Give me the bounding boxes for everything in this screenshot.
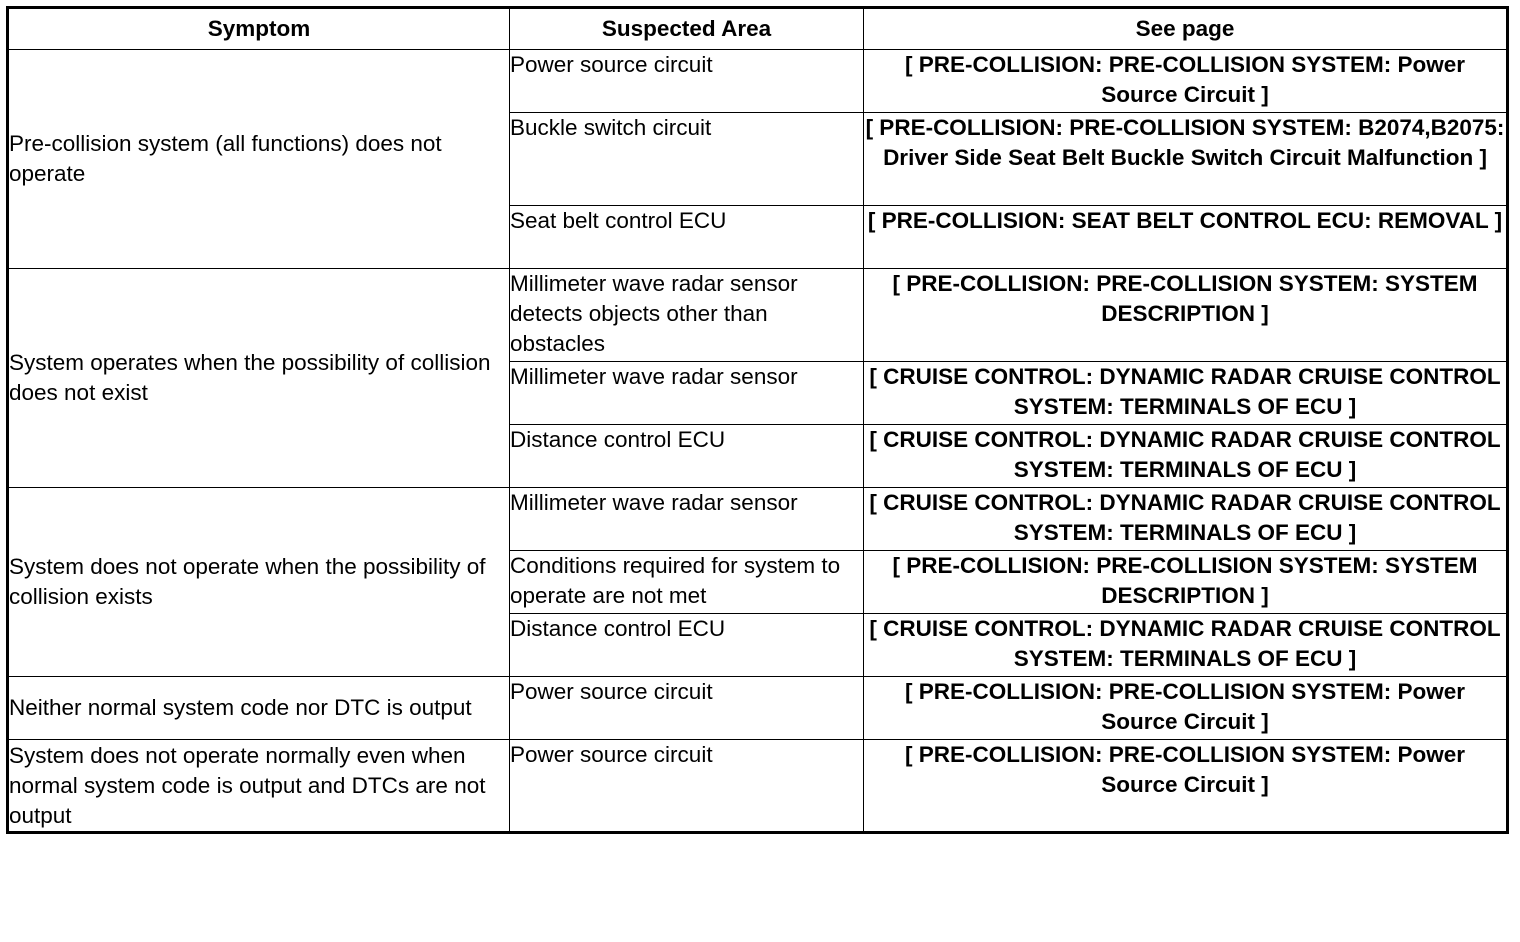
suspected-area-cell: Power source circuit xyxy=(510,740,864,833)
table-row xyxy=(8,269,1508,362)
see-page-cell: [ CRUISE CONTROL: DYNAMIC RADAR CRUISE CONTROL SYSTEM: TERMINALS OF ECU ] xyxy=(864,488,1508,551)
symptom-cell: Pre-collision system (all functions) does not operate xyxy=(8,50,510,269)
suspected-area-cell: Power source circuit xyxy=(510,677,864,740)
suspected-area-cell: Seat belt control ECU xyxy=(510,206,864,269)
header-see-page: See page xyxy=(864,8,1508,50)
suspected-area-cell: Power source circuit xyxy=(510,50,864,113)
suspected-area-cell: Distance control ECU xyxy=(510,425,864,488)
see-page-cell: [ PRE-COLLISION: SEAT BELT CONTROL ECU: REMOVAL ] xyxy=(864,206,1508,269)
see-page-cell: [ PRE-COLLISION: PRE-COLLISION SYSTEM: Power Source Circuit ] xyxy=(864,740,1508,833)
symptom-cell: Neither normal system code nor DTC is output xyxy=(8,677,510,740)
suspected-area-cell: Millimeter wave radar sensor xyxy=(510,488,864,551)
symptom-cell: System does not operate normally even when normal system code is output and DTCs are not output xyxy=(8,740,510,833)
suspected-area-cell: Millimeter wave radar sensor detects objects other than obstacles xyxy=(510,269,864,362)
see-page-cell: [ CRUISE CONTROL: DYNAMIC RADAR CRUISE CONTROL SYSTEM: TERMINALS OF ECU ] xyxy=(864,425,1508,488)
header-symptom: Symptom xyxy=(8,8,510,50)
see-page-cell: [ PRE-COLLISION: PRE-COLLISION SYSTEM: Power Source Circuit ] xyxy=(864,50,1508,113)
see-page-cell: [ PRE-COLLISION: PRE-COLLISION SYSTEM: Power Source Circuit ] xyxy=(864,677,1508,740)
symptom-cell: System does not operate when the possibility of collision exists xyxy=(8,488,510,677)
see-page-cell: [ CRUISE CONTROL: DYNAMIC RADAR CRUISE CONTROL SYSTEM: TERMINALS OF ECU ] xyxy=(864,614,1508,677)
header-row xyxy=(8,8,1508,50)
see-page-cell: [ CRUISE CONTROL: DYNAMIC RADAR CRUISE CONTROL SYSTEM: TERMINALS OF ECU ] xyxy=(864,362,1508,425)
table-row xyxy=(8,50,1508,113)
suspected-area-cell: Distance control ECU xyxy=(510,614,864,677)
suspected-area-cell: Millimeter wave radar sensor xyxy=(510,362,864,425)
table-row xyxy=(8,740,1508,833)
header-suspected-area: Suspected Area xyxy=(510,8,864,50)
suspected-area-cell: Buckle switch circuit xyxy=(510,113,864,206)
table-row xyxy=(8,488,1508,551)
table-row xyxy=(8,677,1508,740)
see-page-cell: [ PRE-COLLISION: PRE-COLLISION SYSTEM: SYSTEM DESCRIPTION ] xyxy=(864,269,1508,362)
see-page-cell: [ PRE-COLLISION: PRE-COLLISION SYSTEM: SYSTEM DESCRIPTION ] xyxy=(864,551,1508,614)
suspected-area-cell: Conditions required for system to operate are not met xyxy=(510,551,864,614)
symptom-cell: System operates when the possibility of collision does not exist xyxy=(8,269,510,488)
see-page-cell: [ PRE-COLLISION: PRE-COLLISION SYSTEM: B2074,B2075: Driver Side Seat Belt Buckle Switch Circuit Malfunction ] xyxy=(864,113,1508,206)
problem-symptoms-table xyxy=(6,6,1509,834)
